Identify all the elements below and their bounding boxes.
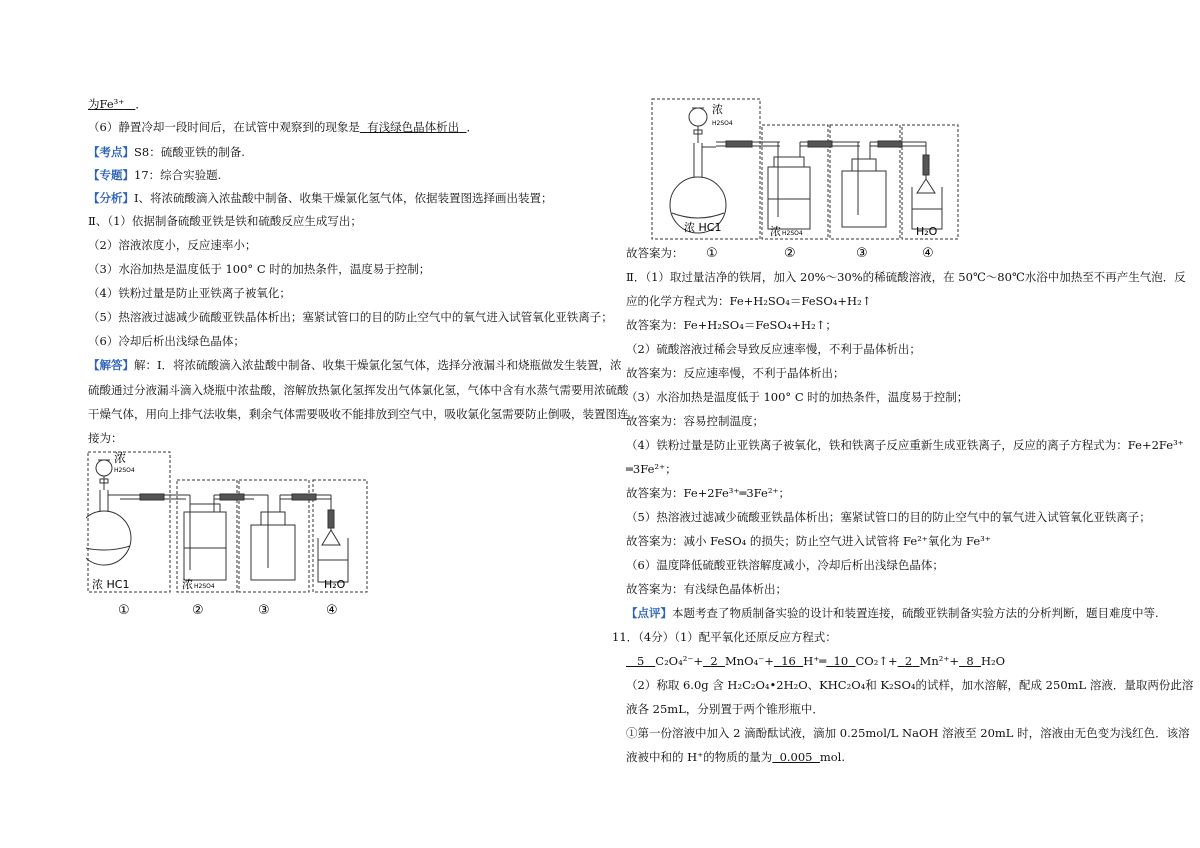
text-line: ①第一份溶液中加入 2 滴酚酞试液，滴加 0.25mol/L NaOH 溶液至 20mL 时，溶液由无色变为浅红色．该溶 bbox=[626, 726, 1190, 740]
text-line: ═3Fe²⁺； bbox=[626, 462, 677, 476]
text-line: 为Fe³⁺ ． bbox=[88, 97, 147, 111]
beaker-label: H₂O bbox=[916, 225, 938, 238]
apparatus-diagram-right bbox=[650, 97, 960, 262]
text-line: （5）热溶液过滤减少硫酸亚铁晶体析出；塞紧试管口的目的防止空气中的氧气进入试管氧化亚铁离子； bbox=[626, 510, 1151, 524]
text-line: 接为： bbox=[88, 431, 123, 445]
apparatus-number-4: ④ bbox=[326, 603, 338, 618]
text-line: 液各 25mL，分别置于两个锥形瓶中． bbox=[626, 702, 824, 716]
text-line: （3）水浴加热是温度低于 100° C 时的加热条件，温度易于控制； bbox=[88, 262, 431, 276]
balanced-equation: 5 C₂O₄²⁻+ 2 MnO₄⁻+ 16 H⁺═ 10 CO₂↑+ 2 Mn²⁺+ 8 H₂O bbox=[636, 654, 1006, 668]
apparatus-number-3: ③ bbox=[856, 246, 868, 261]
text-line: （3）水浴加热是温度低于 100° C 时的加热条件，温度易于控制； bbox=[626, 390, 969, 404]
text-line: （5）热溶液过滤减少硫酸亚铁晶体析出；塞紧试管口的目的防止空气中的氧气进入试管氧化亚铁离子； bbox=[88, 310, 613, 324]
bottle-acid-label: H2SO4 bbox=[194, 583, 215, 590]
text-line: 故答案为：Fe+H₂SO₄＝FeSO₄+H₂↑； bbox=[626, 318, 837, 332]
fenxi-line: 【分析】Ⅰ、将浓硫酸滴入浓盐酸中制备、收集干燥氯化氢气体，依据装置图选择画出装置； bbox=[88, 191, 553, 205]
apparatus-number-1: ① bbox=[706, 246, 718, 261]
apparatus-number-2: ② bbox=[192, 603, 204, 618]
apparatus-number-1: ① bbox=[118, 603, 130, 618]
apparatus-number-3: ③ bbox=[258, 603, 270, 618]
text-line: （6）温度降低硫酸亚铁溶解度减小，冷却后析出浅绿色晶体； bbox=[626, 558, 944, 572]
funnel-label: 浓 bbox=[114, 451, 127, 465]
text-line: Ⅱ、（1）依据制备硫酸亚铁是铁和硫酸反应生成写出； bbox=[88, 214, 362, 228]
funnel-acid-label: H2SO4 bbox=[114, 467, 135, 474]
beaker-label: H₂O bbox=[324, 578, 346, 591]
text-line: （6）冷却后析出浅绿色晶体； bbox=[88, 334, 245, 348]
answer-blank: 0.005 bbox=[779, 750, 813, 764]
text-line: 故答案为：减小 FeSO₄ 的损失；防止空气进入试管将 Fe²⁺氧化为 Fe³⁺ bbox=[626, 534, 991, 548]
text-line: （2）称取 6.0g 含 H₂C₂O₄•2H₂O、KHC₂O₄和 K₂SO₄的试样，加水溶解，配成 250mL 溶液．量取两份此溶 bbox=[626, 678, 1194, 692]
text-line: 应的化学方程式为：Fe+H₂SO₄＝FeSO₄+H₂↑ bbox=[626, 294, 872, 308]
funnel-acid-label: H2SO4 bbox=[712, 120, 733, 127]
text-line: （2）硫酸溶液过稀会导致反应速率慢，不利于晶体析出； bbox=[626, 342, 921, 356]
apparatus-diagram-left bbox=[86, 450, 376, 620]
kaodian-line: 【考点】S8：硫酸亚铁的制备. bbox=[88, 145, 245, 159]
jieda-line: 【解答】解：Ⅰ．将浓硫酸滴入浓盐酸中制备、收集干燥氯化氢气体，选择分液漏斗和烧瓶做发生装置，浓 bbox=[88, 358, 622, 372]
flask-label: 浓 HC1 bbox=[92, 578, 130, 591]
bottle-label: 浓 bbox=[182, 578, 193, 591]
text-line: （4）铁粉过量是防止亚铁离子被氧化； bbox=[88, 286, 291, 300]
text-line: 故答案为：Fe+2Fe³⁺═3Fe²⁺； bbox=[626, 486, 791, 500]
text-line: （4）铁粉过量是防止亚铁离子被氧化，铁和铁离子反应重新生成亚铁离子，反应的离子方程式为：Fe+2Fe³⁺ bbox=[626, 438, 1184, 452]
apparatus-number-4: ④ bbox=[922, 246, 934, 261]
text-line: 故答案为： bbox=[626, 246, 684, 260]
text-line: 干燥气体，用向上排气法收集，剩余气体需要吸收不能排放到空气中，吸收氯化氢需要防止倒吸，装置图连 bbox=[88, 407, 629, 421]
apparatus-number-2: ② bbox=[784, 246, 796, 261]
dianping-line: 【点评】本题考查了物质制备实验的设计和装置连接，硫酸亚铁制备实验方法的分析判断，题目难度中等. bbox=[626, 606, 1159, 620]
text-line: 故答案为：有浅绿色晶体析出； bbox=[626, 582, 787, 596]
bottle-label: 浓 bbox=[770, 225, 781, 238]
box-4 bbox=[313, 480, 367, 592]
zhuanti-line: 【专题】17：综合实验题. bbox=[88, 168, 222, 182]
text-line: （2）溶液浓度小，反应速率小； bbox=[88, 238, 257, 252]
bottle-acid-label: H2SO4 bbox=[782, 230, 803, 237]
question-11: 11．（4分）（1）配平氧化还原反应方程式： bbox=[612, 630, 837, 644]
funnel-label: 浓 bbox=[712, 103, 723, 116]
flask-label: 浓 HC1 bbox=[684, 221, 722, 234]
answer-blank: 有浅绿色晶体析出 bbox=[367, 120, 460, 134]
text-line: （6）静置冷却一段时间后，在试管中观察到的现象是 有浅绿色晶体析出 ． bbox=[88, 120, 478, 134]
text-line: 故答案为：反应速率慢，不利于晶体析出； bbox=[626, 366, 845, 380]
text-line: 硫酸通过分液漏斗滴入烧瓶中浓盐酸，溶解放热氯化氢挥发出气体氯化氢，气体中含有水蒸气需要用浓硫酸 bbox=[88, 383, 629, 397]
text-line: 液被中和的 H⁺的物质的量为 0.005 mol. bbox=[626, 750, 845, 764]
text-line: Ⅱ．（1）取过量洁净的铁屑，加入 20%～30%的稀硫酸溶液，在 50℃～80℃水浴中加热至不再产生气泡．反 bbox=[626, 270, 1186, 284]
text-line: 故答案为：容易控制温度； bbox=[626, 414, 764, 428]
